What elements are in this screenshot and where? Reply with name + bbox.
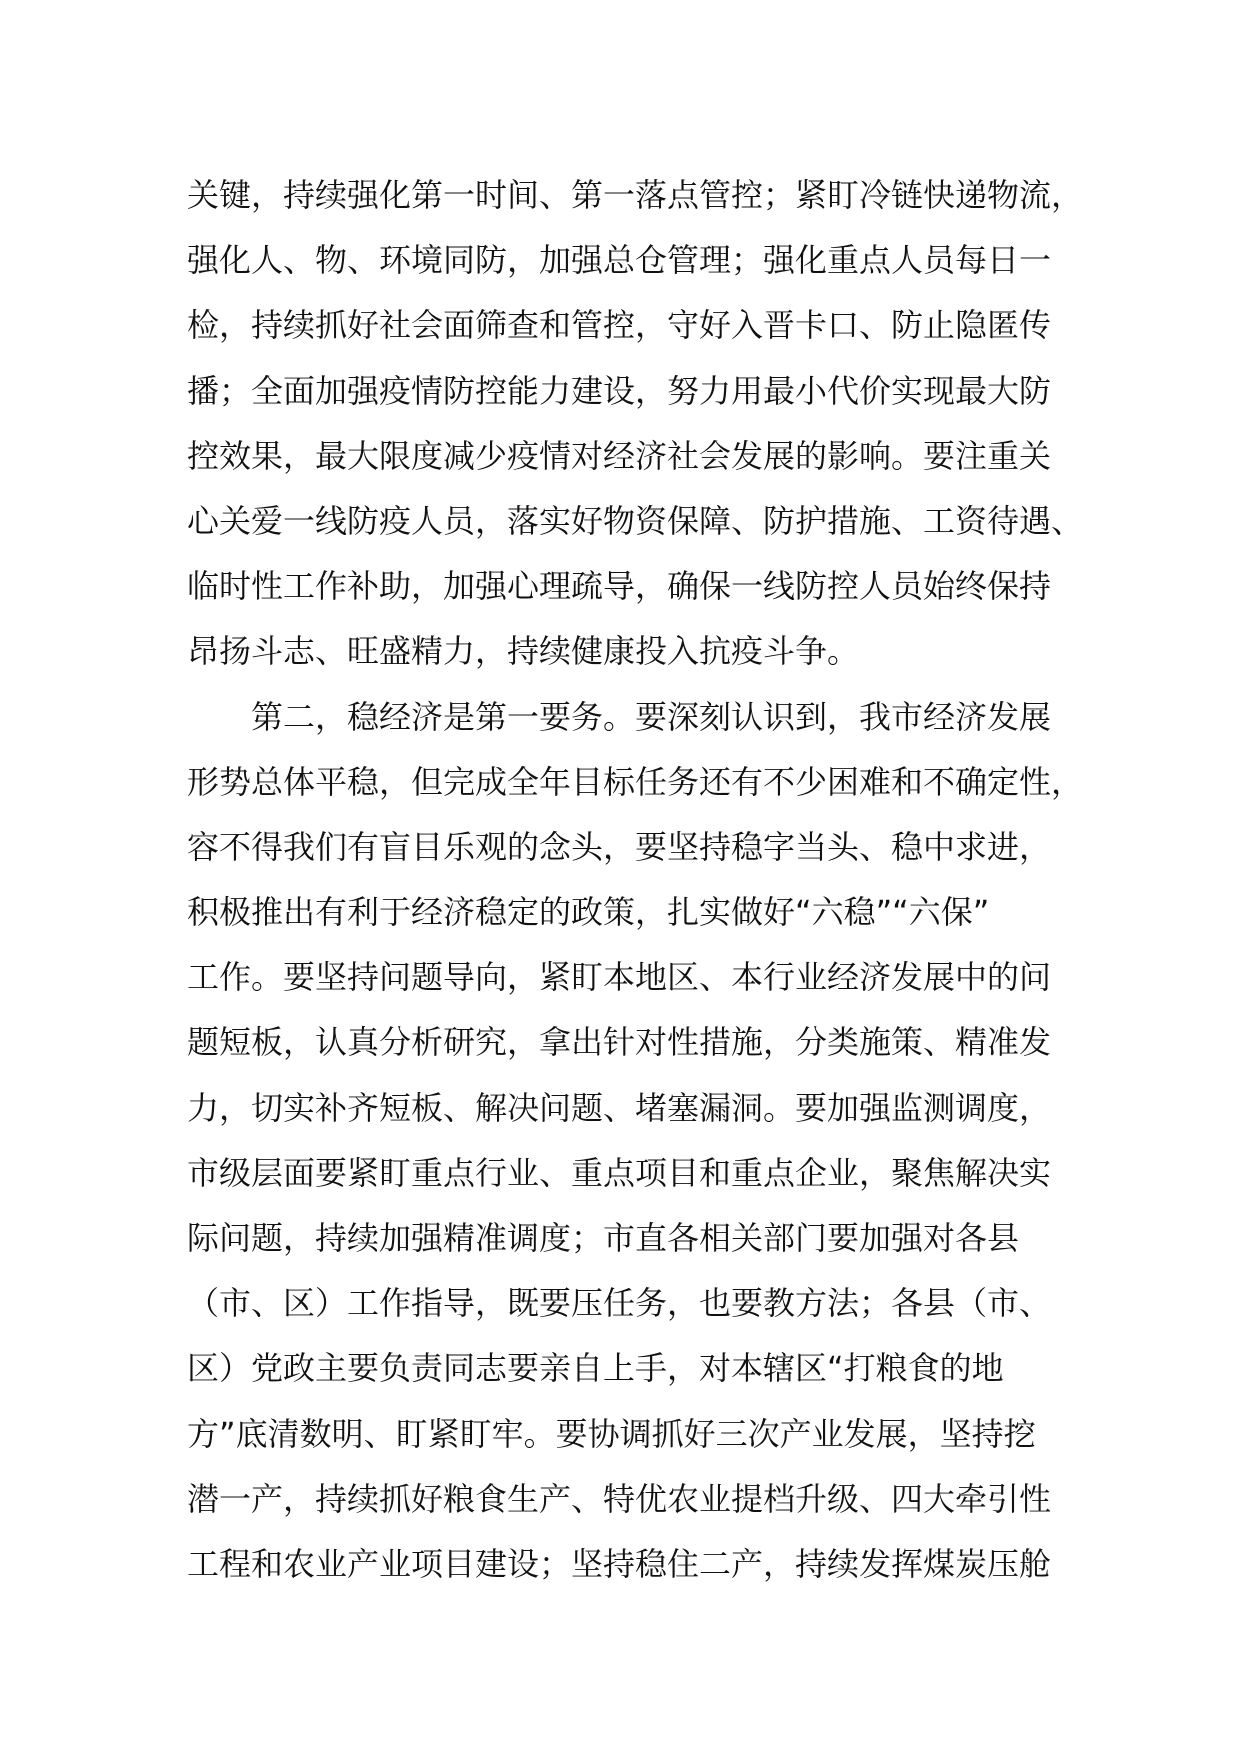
text-line: 工作。要坚持问题导向，紧盯本地区、本行业经济发展中的问: [187, 958, 1052, 997]
text-line: 积极推出有利于经济稳定的政策，扎实做好“六稳”“六保”: [187, 893, 990, 932]
text-line: 控效果，最大限度减少疫情对经济社会发展的影响。要注重关: [187, 436, 1052, 475]
text-line: 容不得我们有盲目乐观的念头，要坚持稳字当头、稳中求进，: [187, 827, 1052, 866]
text-line: 强化人、物、环境同防，加强总仓管理；强化重点人员每日一: [187, 241, 1052, 280]
text-line: 关键，持续强化第一时间、第一落点管控；紧盯冷链快递物流，: [187, 176, 1084, 214]
text-line: 心关爱一线防疫人员，落实好物资保障、防护措施、工资待遇、: [187, 501, 1084, 540]
text-line: 力，切实补齐短板、解决问题、堵塞漏洞。要加强监测调度，: [187, 1088, 1052, 1127]
paragraph-1: [187, 163, 1087, 685]
text-line: 播；全面加强疫情防控能力建设，努力用最小代价实现最大防: [187, 371, 1052, 410]
text-line: 第二，稳经济是第一要务。要深刻认识到，我市经济发展: [251, 697, 1052, 736]
text-line: 临时性工作补助，加强心理疏导，确保一线防控人员始终保持: [187, 567, 1052, 606]
document-body: [187, 163, 1087, 1597]
paragraph-2: [187, 685, 1087, 1598]
text-line: 昂扬斗志、旺盛精力，持续健康投入抗疫斗争。: [187, 632, 860, 671]
text-line: 检，持续抓好社会面筛查和管控，守好入晋卡口、防止隐匿传: [187, 306, 1052, 345]
text-line: 际问题，持续加强精准调度；市直各相关部门要加强对各县: [187, 1219, 1020, 1257]
text-line: （市、区）工作指导，既要压任务，也要教方法；各县（市、: [187, 1284, 1052, 1323]
text-line: 潜一产，持续抓好粮食生产、特优农业提档升级、四大牵引性: [187, 1479, 1052, 1518]
text-line: 区）党政主要负责同志要亲自上手，对本辖区“打粮食的地: [187, 1349, 1004, 1388]
text-line: 工程和农业产业项目建设；坚持稳住二产，持续发挥煤炭压舱: [187, 1544, 1052, 1583]
text-line: 题短板，认真分析研究，拿出针对性措施，分类施策、精准发: [187, 1023, 1052, 1062]
text-line: 形势总体平稳，但完成全年目标任务还有不少困难和不确定性，: [187, 762, 1084, 801]
text-line: 方”底清数明、盯紧盯牢。要协调抓好三次产业发展，坚持挖: [187, 1414, 1036, 1453]
text-line: 市级层面要紧盯重点行业、重点项目和重点企业，聚焦解决实: [187, 1153, 1052, 1192]
